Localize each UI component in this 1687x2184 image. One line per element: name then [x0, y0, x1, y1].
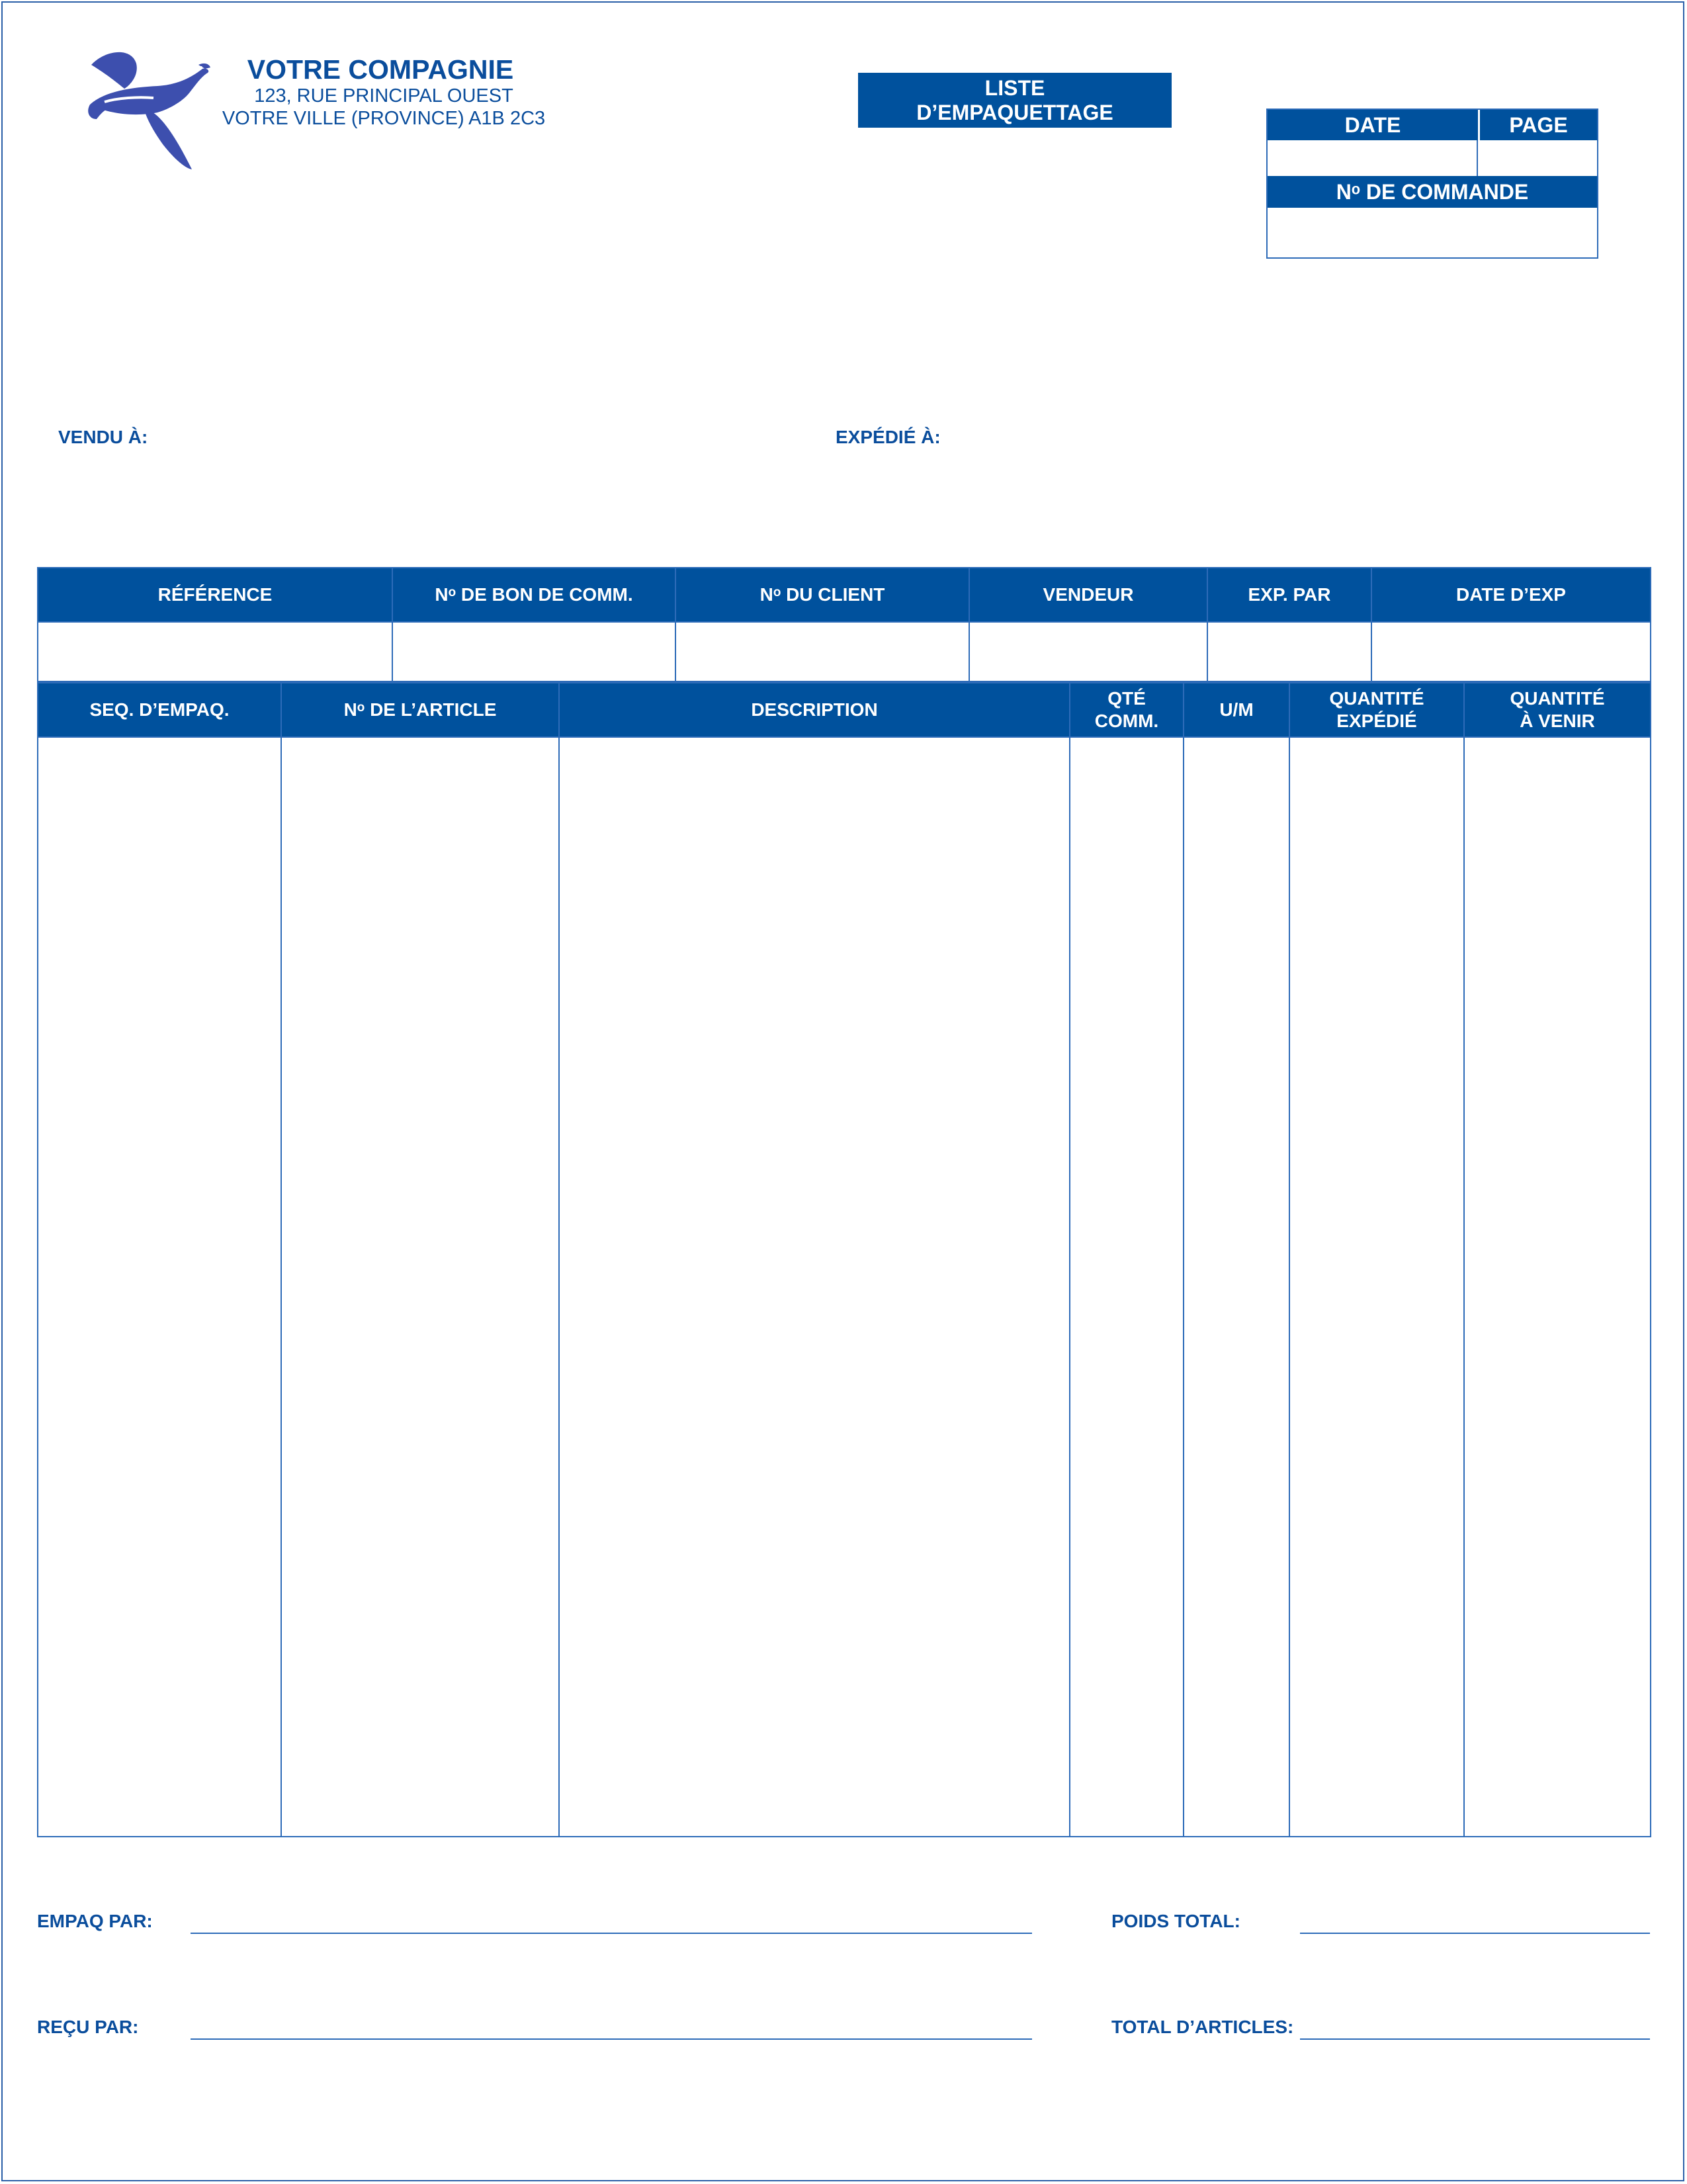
client-number-field[interactable] [675, 622, 969, 681]
company-address-line2: VOTRE VILLE (PROVINCE) A1B 2C3 [222, 108, 546, 129]
qty-backorder-header: QUANTITÉ À VENIR [1464, 683, 1651, 737]
order-info-table [37, 567, 1651, 682]
reference-header: RÉFÉRENCE [38, 568, 392, 622]
total-items-label: TOTAL D’ARTICLES: [1111, 2017, 1294, 2037]
description-column[interactable] [559, 737, 1070, 1837]
qty-ordered-column[interactable] [1070, 737, 1184, 1837]
shipped-to-label: EXPÉDIÉ À: [836, 427, 941, 447]
qty-shipped-header: QUANTITÉ EXPÉDIÉ [1289, 683, 1464, 737]
sold-to-field[interactable] [58, 457, 786, 556]
ship-date-field[interactable] [1371, 622, 1651, 681]
description-header: DESCRIPTION [559, 683, 1070, 737]
qty-backorder-column[interactable] [1464, 737, 1651, 1837]
page-field[interactable] [1478, 140, 1597, 176]
received-by-line[interactable] [191, 2038, 1032, 2040]
total-weight-line[interactable] [1300, 1933, 1650, 1934]
pack-sequence-header: SEQ. D’EMPAQ. [38, 683, 281, 737]
form-title [858, 73, 1172, 128]
qty-shipped-column[interactable] [1289, 737, 1464, 1837]
reference-field[interactable] [38, 622, 392, 681]
salesperson-field[interactable] [969, 622, 1207, 681]
date-label: DATE [1268, 110, 1478, 140]
client-number-header: Nᵒ DU CLIENT [675, 568, 969, 622]
shipped-to-field[interactable] [836, 457, 1563, 556]
order-number-field[interactable] [1268, 208, 1597, 257]
ship-via-field[interactable] [1207, 622, 1371, 681]
page-label: PAGE [1478, 110, 1597, 140]
packed-by-line[interactable] [191, 1933, 1032, 1934]
ship-via-header: EXP. PAR [1207, 568, 1371, 622]
date-field[interactable] [1268, 140, 1478, 176]
total-weight-label: POIDS TOTAL: [1111, 1911, 1240, 1931]
company-name: VOTRE COMPAGNIE [247, 54, 514, 85]
pack-sequence-column[interactable] [38, 737, 281, 1837]
ship-date-header: DATE D’EXP [1371, 568, 1651, 622]
sold-to-label: VENDU À: [58, 427, 148, 447]
form-title-line1: LISTE [984, 75, 1045, 100]
received-by-label: REÇU PAR: [37, 2017, 139, 2037]
form-title-line2: D’EMPAQUETTAGE [916, 100, 1113, 124]
company-address-line1: 123, RUE PRINCIPAL OUEST [254, 85, 513, 107]
item-number-header: Nᵒ DE L’ARTICLE [281, 683, 559, 737]
date-page-order-box [1266, 109, 1598, 259]
company-logo [85, 45, 210, 171]
unit-measure-column[interactable] [1184, 737, 1289, 1837]
packed-by-label: EMPAQ PAR: [37, 1911, 153, 1931]
unit-measure-header: U/M [1184, 683, 1289, 737]
flying-goose-icon [85, 45, 210, 171]
total-items-line[interactable] [1300, 2038, 1650, 2040]
item-number-column[interactable] [281, 737, 559, 1837]
salesperson-header: VENDEUR [969, 568, 1207, 622]
po-number-field[interactable] [392, 622, 675, 681]
qty-ordered-header: QTÉ COMM. [1070, 683, 1184, 737]
po-number-header: Nᵒ DE BON DE COMM. [392, 568, 675, 622]
items-table [37, 682, 1651, 1837]
order-number-label: Nᵒ DE COMMANDE [1268, 176, 1597, 208]
